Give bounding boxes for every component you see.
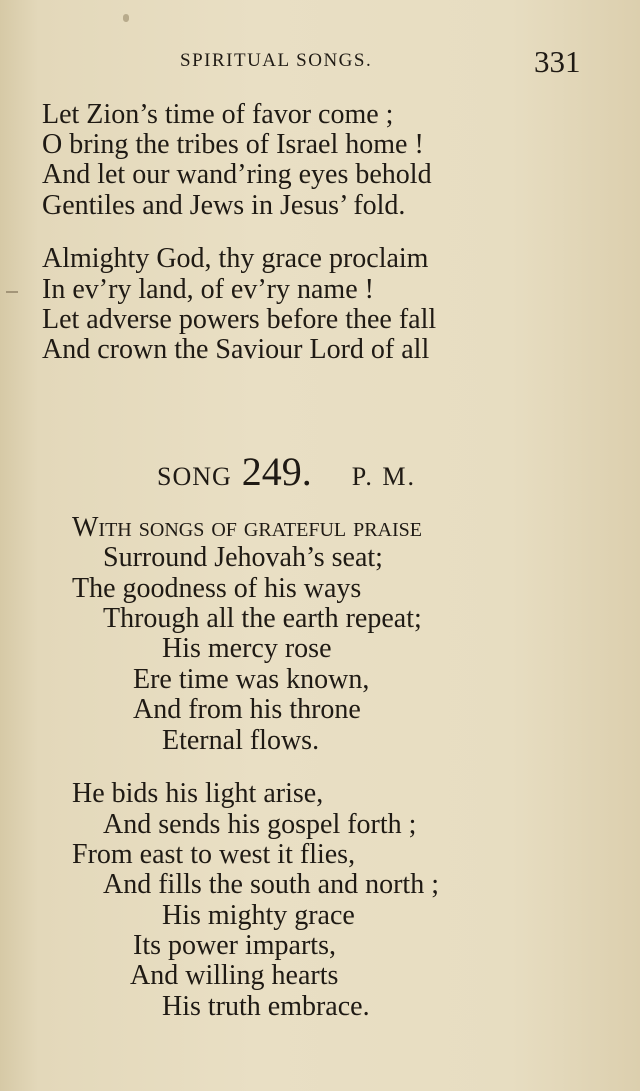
song-meter: P. M. <box>351 462 416 491</box>
verse-line: And fills the south and north ; <box>103 869 439 900</box>
margin-mark <box>6 291 18 293</box>
verse-line: In ev’ry land, of ev’ry name ! <box>42 274 374 305</box>
verse-line: Almighty God, thy grace proclaim <box>42 243 429 274</box>
verse-line: And crown the Saviour Lord of all <box>42 334 430 365</box>
song-number: 249. <box>241 449 312 494</box>
verse-line: His truth embrace. <box>162 991 370 1022</box>
page-number: 331 <box>534 44 581 79</box>
verse-line: And from his throne <box>133 694 361 725</box>
verse-line: With songs of grateful praise <box>72 512 423 543</box>
verse-line: The goodness of his ways <box>72 573 362 604</box>
verse-line: And sends his gospel forth ; <box>103 809 417 840</box>
song-heading <box>157 448 416 495</box>
verse-line: Through all the earth repeat; <box>103 603 422 634</box>
verse-line: Let Zion’s time of favor come ; <box>42 99 394 130</box>
verse-line: His mighty grace <box>162 900 355 931</box>
verse-line: And willing hearts <box>130 960 339 991</box>
running-head: SPIRITUAL SONGS. <box>180 50 373 71</box>
verse-line: Gentiles and Jews in Jesus’ fold. <box>42 190 406 221</box>
verse-line: Surround Jehovah’s seat; <box>103 542 383 573</box>
verse-line: O bring the tribes of Israel home ! <box>42 129 424 160</box>
verse-line: From east to west it flies, <box>72 839 356 870</box>
paper-spot <box>123 14 129 22</box>
verse-line: His mercy rose <box>162 633 332 664</box>
verse-line: And let our wand’ring eyes behold <box>42 159 432 190</box>
verse-line: Let adverse powers before thee fall <box>42 304 437 335</box>
verse-line: He bids his light arise, <box>72 778 324 809</box>
page-header <box>0 44 640 84</box>
verse-line: Its power imparts, <box>133 930 336 961</box>
verse-line: Ere time was known, <box>133 664 370 695</box>
song-label: SONG <box>157 462 232 491</box>
verse-line: Eternal flows. <box>162 725 320 756</box>
